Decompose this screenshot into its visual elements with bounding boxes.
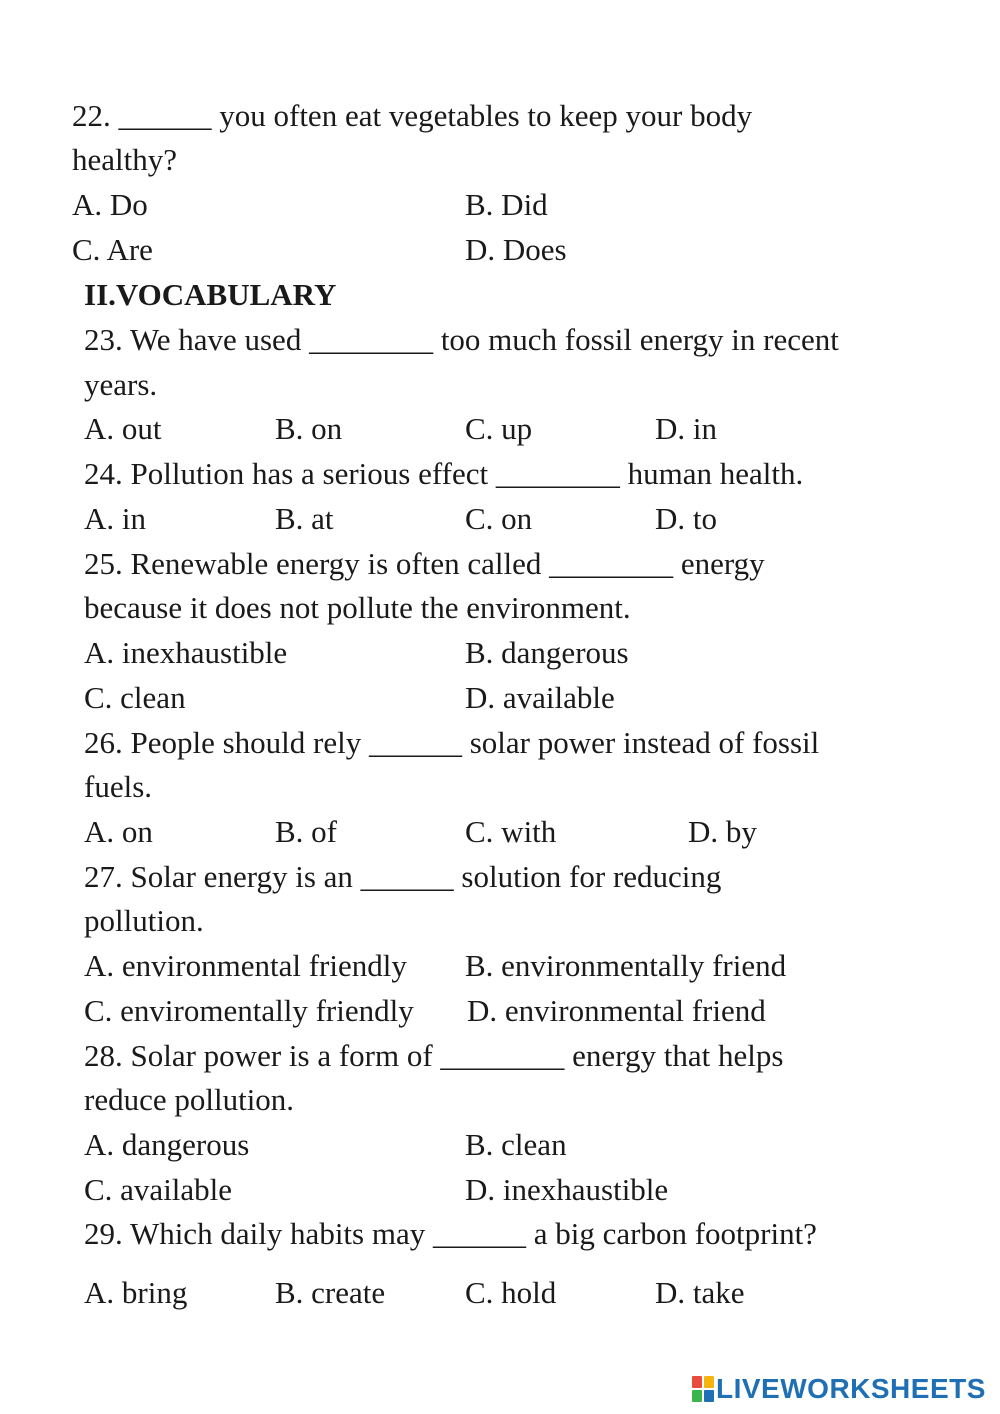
q26-stem-line1: 26. People should rely ______ solar power instead of fossil — [84, 725, 820, 760]
q28-option-c[interactable]: C. available — [84, 1172, 233, 1207]
q27-option-b[interactable]: B. environmentally friend — [465, 948, 787, 983]
logo-icon-block-4 — [704, 1390, 714, 1402]
q28-option-d[interactable]: D. inexhaustible — [465, 1172, 669, 1207]
q26-option-b[interactable]: B. of — [275, 814, 337, 849]
q29-option-c[interactable]: C. hold — [465, 1275, 557, 1310]
q25-stem-line2: because it does not pollute the environment. — [84, 590, 631, 625]
q28-stem-line2: reduce pollution. — [84, 1082, 295, 1117]
q23-option-a[interactable]: A. out — [84, 411, 162, 446]
q23-option-d[interactable]: D. in — [655, 411, 717, 446]
q23-stem-line2: years. — [84, 367, 158, 402]
q22-option-b[interactable]: B. Did — [465, 187, 548, 222]
liveworksheets-logo — [692, 1372, 986, 1406]
q29-option-b[interactable]: B. create — [275, 1275, 386, 1310]
liveworksheets-logo-icon — [692, 1376, 714, 1402]
logo-icon-block-2 — [704, 1376, 714, 1388]
q28-stem-line1: 28. Solar power is a form of ________ energy that helps — [84, 1038, 784, 1073]
q29-stem-line1: 29. Which daily habits may ______ a big carbon footprint? — [84, 1216, 817, 1251]
section-heading: II.VOCABULARY — [84, 277, 337, 312]
q25-option-a[interactable]: A. inexhaustible — [84, 635, 288, 670]
q27-option-a[interactable]: A. environmental friendly — [84, 948, 407, 983]
q27-option-d[interactable]: D. environmental friend — [467, 993, 766, 1028]
q26-option-a[interactable]: A. on — [84, 814, 153, 849]
q22-stem-line1: 22. ______ you often eat vegetables to keep your body — [72, 98, 753, 133]
q24-option-b[interactable]: B. at — [275, 501, 334, 536]
q22-stem-line2: healthy? — [72, 142, 178, 177]
q27-stem-line2: pollution. — [84, 903, 204, 938]
logo-icon-block-3 — [692, 1390, 702, 1402]
q27-stem-line1: 27. Solar energy is an ______ solution for reducing — [84, 859, 722, 894]
q26-stem-line2: fuels. — [84, 769, 153, 804]
q28-option-a[interactable]: A. dangerous — [84, 1127, 250, 1162]
q24-option-d[interactable]: D. to — [655, 501, 717, 536]
q24-stem-line1: 24. Pollution has a serious effect ________ human health. — [84, 456, 804, 491]
logo-icon-block-1 — [692, 1376, 702, 1388]
q25-option-c[interactable]: C. clean — [84, 680, 186, 715]
q26-option-d[interactable]: D. by — [688, 814, 757, 849]
q22-option-d[interactable]: D. Does — [465, 232, 567, 267]
q26-option-c[interactable]: C. with — [465, 814, 557, 849]
q24-option-a[interactable]: A. in — [84, 501, 146, 536]
q25-stem-line1: 25. Renewable energy is often called ________ energy — [84, 546, 765, 581]
q29-option-a[interactable]: A. bring — [84, 1275, 188, 1310]
q22-option-c[interactable]: C. Are — [72, 232, 153, 267]
q22-option-a[interactable]: A. Do — [72, 187, 148, 222]
q29-option-d[interactable]: D. take — [655, 1275, 745, 1310]
q23-stem-line1: 23. We have used ________ too much fossil energy in recent — [84, 322, 839, 357]
q23-option-c[interactable]: C. up — [465, 411, 533, 446]
q25-option-b[interactable]: B. dangerous — [465, 635, 629, 670]
q28-option-b[interactable]: B. clean — [465, 1127, 567, 1162]
q27-option-c[interactable]: C. enviromentally friendly — [84, 993, 414, 1028]
q25-option-d[interactable]: D. available — [465, 680, 615, 715]
liveworksheets-logo-text: LIVEWORKSHEETS — [716, 1373, 986, 1404]
q24-option-c[interactable]: C. on — [465, 501, 533, 536]
q23-option-b[interactable]: B. on — [275, 411, 343, 446]
